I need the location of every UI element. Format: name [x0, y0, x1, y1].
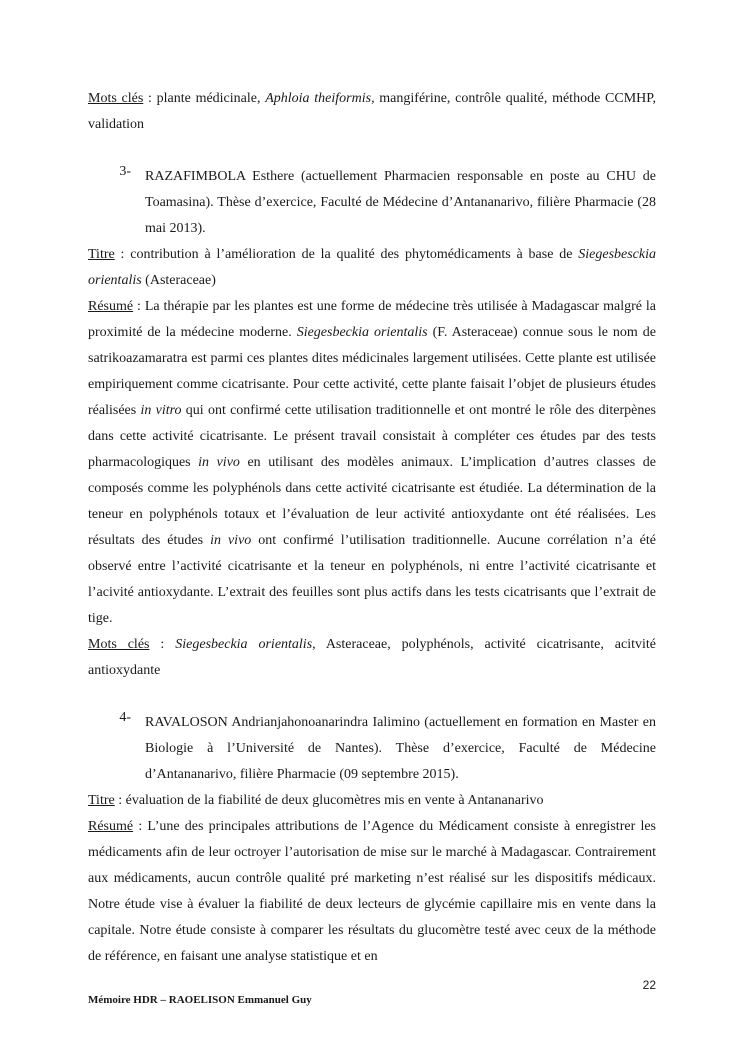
summary-text: en utilisant des modèles animaux. L’implication d’autres classes de composés comme les polyphénols dans cette activité cicatrisante est étudiée. La détermination de la teneur en polyphénols totaux et l’évaluation de leur activité antioxydante ont été réalisées. Les résultats des études: [88, 455, 656, 548]
keywords-species: Aphloia theiformis: [265, 91, 372, 106]
summary-paragraph-4: [88, 814, 656, 970]
item-number: 4-: [119, 710, 131, 725]
page-footer: Mémoire HDR – RAOELISON Emmanuel Guy: [88, 994, 312, 1006]
title-family: (Asteraceae): [141, 273, 216, 288]
summary-paragraph-3: [88, 294, 656, 632]
summary-italic: in vivo: [210, 533, 252, 548]
summary-text: ont confirmé l’utilisation traditionnelle. Aucune corrélation n’a été observé entre l’activité cicatrisante et la teneur en polyphénols, ni entre l’activité cicatrisante et l’acivité antioxydante. L’extrait des feuilles sont plus actifs dans les tests cicatrisants que l’extrait de tige.: [88, 533, 656, 626]
keywords-label: Mots clés: [88, 637, 150, 652]
page-content: [88, 86, 656, 970]
thesis-item-4: [88, 710, 656, 788]
summary-label: Résumé: [88, 299, 134, 314]
keywords-label: Mots clés: [88, 91, 144, 106]
title-paragraph-3: [88, 242, 656, 294]
page-number: 22: [642, 978, 656, 992]
thesis-item-3: [88, 164, 656, 242]
item-description: RAZAFIMBOLA Esthere (actuellement Pharmacien responsable en poste au CHU de Toamasina). Thèse d’exercice, Faculté de Médecine d’Antananarivo, filière Pharmacie (28 mai 2013).: [145, 169, 656, 236]
summary-italic: in vitro: [140, 403, 182, 418]
summary-text: : L’une des principales attributions de l’Agence du Médicament consiste à enregistrer les médicaments afin de leur octroyer l’autorisation de mise sur le marché à Madagascar. Contrairement aux médicaments, aucun contrôle qualité pré marketing n’est réalisé sur les dispositifs médicaux. Notre étude vise à évaluer la fiabilité de deux lecteurs de glycémie capillaire mis en vente dans la capitale. Notre étude consiste à comparer les résultats du glucomètre testé avec ceux de la méthode de référence, en faisant une analyse statistique et en: [88, 819, 656, 964]
summary-italic: in vivo: [198, 455, 240, 470]
keywords-paragraph-2: [88, 86, 656, 138]
title-paragraph-4: [88, 788, 656, 814]
title-species: Siegesbesckia orientalis: [88, 247, 656, 288]
keywords-text: , Asteraceae, polyphénols, activité cicatrisante, acitvité antioxydante: [88, 637, 657, 678]
summary-text: (F. Asteraceae) connue sous le nom de satrikoazamaratra est parmi ces plantes dites médicinales largement utilisées. Cette plante est utilisée empiriquement comme cicatrisante. Pour cette activité, cette plante faisait l’objet de plusieurs études réalisées: [88, 325, 656, 418]
title-text: : contribution à l’amélioration de la qualité des phytomédicaments à base de: [114, 247, 579, 262]
title-text: : évaluation de la fiabilité de deux glucomètres mis en vente à Antananarivo: [114, 793, 544, 808]
summary-text: qui ont confirmé cette utilisation traditionnelle et ont montré le rôle des diterpènes dans cette activité cicatrisante. Le présent travail consistait à compléter ces études par des tests pharmacologiques: [88, 403, 656, 470]
keywords-sep: : plante médicinale,: [143, 91, 266, 106]
keywords-sep: :: [149, 637, 176, 652]
title-label: Titre: [88, 247, 115, 262]
item-description: RAVALOSON Andrianjahonoanarindra Ialimino (actuellement en formation en Master en Biologie à l’Université de Nantes). Thèse d’exercice, Faculté de Médecine d’Antananarivo, filière Pharmacie (09 septembre 2015).: [145, 715, 656, 782]
title-label: Titre: [88, 793, 115, 808]
summary-text: : La thérapie par les plantes est une forme de médecine très utilisée à Madagascar malgré la proximité de la médecine moderne.: [88, 299, 656, 340]
summary-italic: Siegesbeckia orientalis: [296, 325, 428, 340]
summary-label: Résumé: [88, 819, 134, 834]
item-number: 3-: [119, 164, 131, 179]
keywords-species: Siegesbeckia orientalis: [175, 637, 313, 652]
keywords-text: , mangiférine, contrôle qualité, méthode CCMHP, validation: [88, 91, 656, 132]
keywords-paragraph-3: [88, 632, 656, 684]
